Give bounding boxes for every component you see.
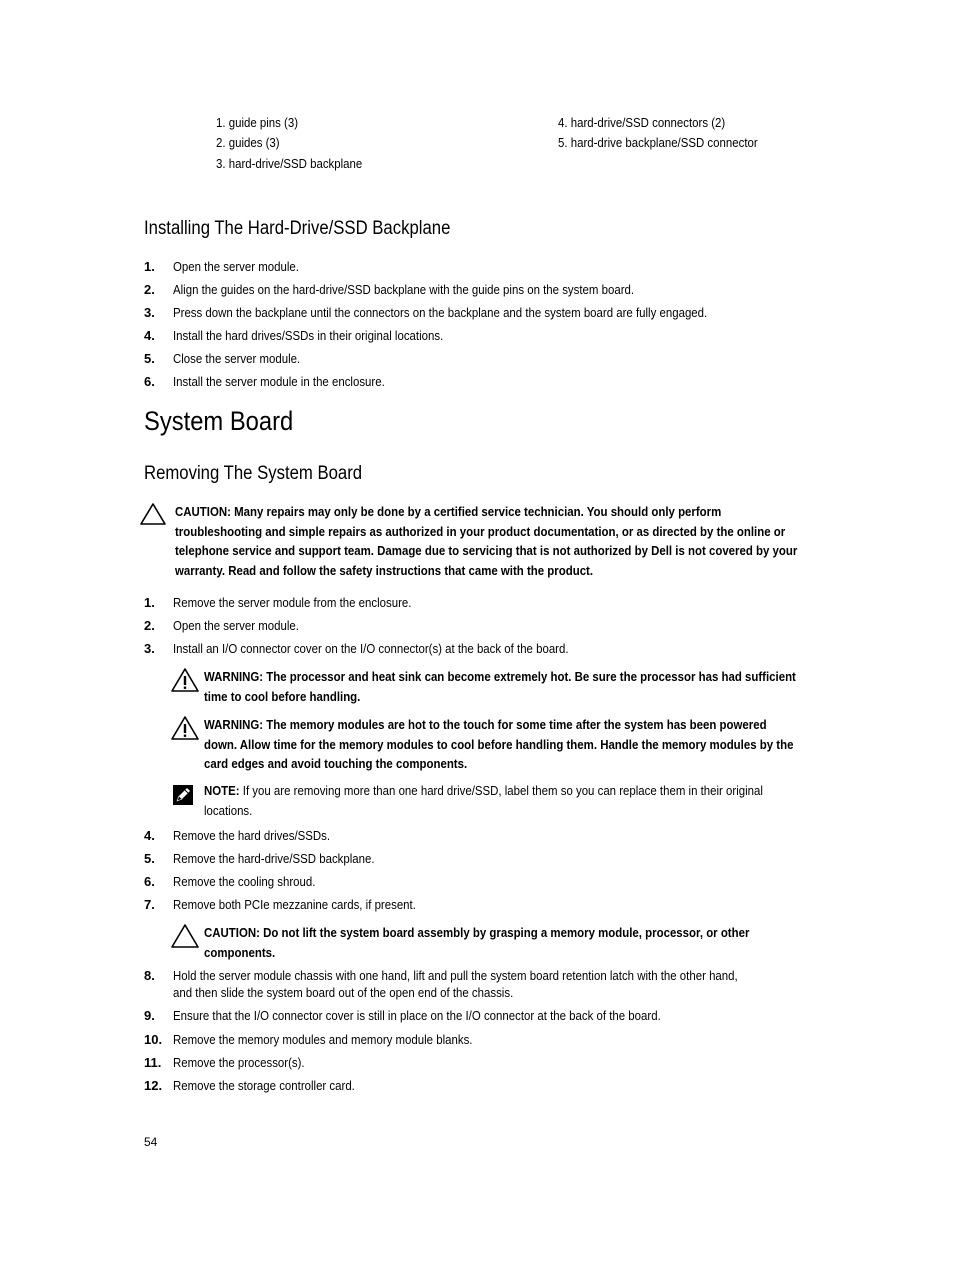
legend-item: 3. hard-drive/SSD backplane	[216, 156, 363, 171]
warning-notice	[170, 715, 840, 777]
warning-line: WARNING: The processor and heat sink can become extremely hot. Be sure the processor has had sufficient	[204, 669, 796, 684]
caution-notice	[139, 502, 839, 582]
warning-notice	[170, 667, 840, 709]
section-heading-installing: Installing The Hard-Drive/SSD Backplane	[144, 218, 451, 239]
caution-icon	[170, 923, 200, 955]
note-notice	[172, 781, 842, 823]
legend-item: 5. hard-drive backplane/SSD connector	[558, 135, 758, 150]
caution-line: components.	[204, 944, 276, 960]
warning-line: WARNING: The memory modules are hot to the touch for some time after the system has been powered	[204, 717, 767, 732]
section-heading-removing: Removing The System Board	[144, 463, 363, 484]
warning-icon	[170, 667, 200, 699]
list-item: 8. Hold the server module chassis with one hand, lift and pull the system board retention latch with the other hand, and then slide the system board out of the open end of the chassis.	[144, 967, 844, 1003]
pencil-note-icon	[172, 784, 194, 812]
note-line	[204, 781, 842, 801]
document-page: 1. guide pins (3) 2. guides (3) 3. hard-drive/SSD backplane 4. hard-drive/SSD connectors (2) 5. hard-drive backplane/SSD connector Installing The Hard-Drive/SSD Backplane 1. Open the server module. 2. Align the guides on the hard-drive/SSD backplane with the guide pins on the system board. 3. Press down the backplane until the connectors on the backplane and the system board are fully engaged. 4. Install the hard drives/SSDs in their original locations. 5. Close the server module. 6. Install the server module in the enclosure. System Board Removing The System Board CAUTION: Many repairs may only be done by a certified service technician. You should only perform troubleshooting and simple repairs as authorized in your product documentation, or as directed by the online or telephone service and support team. Damage due to servicing that is not authorized by Dell is not covered by your warranty. Read and follow the safety instructions that came with the product. 1. Remove the server module from the enclosure. 2. Open the server module. 3. Install an I/O connector cover on the I/O connector(s) at the back of the board. WARNING: The processor and heat sink can become extremely hot. Be sure the processor has had sufficient time to cool before handling. WARNING: The memory modules are hot to the touch for some time after the system has been powered down. Allow time for the memory modules to cool before handling them. Handle the memory modules by the card edges and avoid touching the components. NOTE: If you are removing more than one hard drive/SSD, label them so you can replace them in their original locations. 4. Remove the hard drives/SSDs. 5. Remove the hard-drive/SSD backplane. 6. Remove the cooling shroud. 7. Remove both PCIe mezzanine cards, if present. CAUTION: Do not lift the system board assembly by grasping a memory module, processor, or other components. 8. Hold the server module chassis with one hand, lift and pull the system board retention latch with the other hand, and then slide the system board out of the open end of the chassis. 9. Ensure that the I/O connector cover is still in place on the I/O connector at the back of the board. 10. Remove the memory modules and memory module blanks. 11. Remove the processor(s). 12. Remove the storage controller card. 54	[0, 0, 954, 1268]
step-line: and then slide the system board out of the open end of the chassis.	[173, 985, 514, 1000]
note-label: NOTE:	[204, 783, 240, 798]
legend-item: 2. guides (3)	[216, 135, 280, 150]
caution-line: telephone service and support team. Damage due to servicing that is not authorized by Dell is not covered by your	[175, 543, 798, 558]
warning-line: down. Allow time for the memory modules to cool before handling them. Handle the memory modules by the	[204, 736, 794, 752]
caution-icon	[139, 502, 167, 532]
caution-line: CAUTION: Do not lift the system board assembly by grasping a memory module, processor, or other	[204, 925, 750, 940]
warning-line: time to cool before handling.	[204, 688, 361, 704]
caution-line: CAUTION: Many repairs may only be done by a certified service technician. You should only perform	[175, 504, 722, 519]
note-line: locations.	[204, 802, 253, 818]
caution-line: troubleshooting and simple repairs as authorized in your product documentation, or as directed by the online or	[175, 523, 786, 539]
chapter-title: System Board	[144, 406, 294, 436]
warning-line: card edges and avoid touching the components.	[204, 756, 468, 771]
caution-notice	[170, 923, 840, 965]
page-number: 54	[144, 1135, 158, 1149]
legend-item: 4. hard-drive/SSD connectors (2)	[558, 115, 726, 130]
legend-item: 1. guide pins (3)	[216, 115, 299, 130]
caution-line: warranty. Read and follow the safety instructions that came with the product.	[175, 562, 594, 578]
note-text: If you are removing more than one hard drive/SSD, label them so you can replace them in their original	[239, 783, 763, 798]
warning-icon	[170, 715, 200, 747]
step-line: Hold the server module chassis with one hand, lift and pull the system board retention latch with the other hand,	[173, 968, 738, 983]
